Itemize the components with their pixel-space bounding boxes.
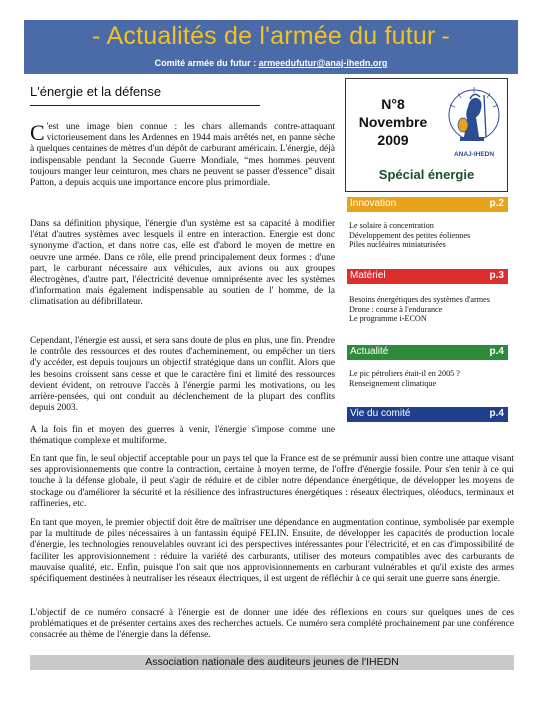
paragraph-fin: Cependant, l'énergie est aussi, et sera sans doute de plus en plus, une fin. Prendre le contrôle des ressources et des routes d'acheminement, ou empêcher un tiers d'y accéder, est depuis toujours un objectif stratégique dans un conflit. Alors que les besoins croissent sans cesse et que le caractère fini et limité des ressources devient évident, on retrouve l'accès à l'énergie parmi les motivations, ou les arrière-pensées, qui ont conduit au déclenchement de la plupart des conflits depuis 2003.: [30, 336, 335, 414]
article-title: L'énergie et la défense: [30, 84, 162, 99]
list-item: Développement des petites éoliennes: [349, 230, 471, 240]
paragraph-moyen-objective: En tant que moyen, le premier objectif doit être de maîtriser une dépendance en augmentation continue, symbolisée par exemple par la multitude de piles nécessaires à un fantassin équipé FELIN. Ensuite, de développer les capacités de production locale d'énergie, les technologies renouvelables ouvrant ici des perspectives intéressantes pour l'électricité, et en cas d'impossibilité de faciliter les approvisionnement : réduire la variété des carburants, utiliser des moteurs compatibles avec des carburants de mauvaise qualité, etc. Enfin, puisque l'on sait que nos approvisionnements en carburant vulnérables et qu'il existe des armes spécifiquement destinées à neutraliser les réseaux électriques, il est urgent de réfléchir à ce qui serait une guerre sans énergie.: [30, 518, 514, 585]
committee-email-link[interactable]: armeedufutur@anaj-ihedn.org: [258, 58, 388, 68]
paragraph-fin-objective: En tant que fin, le seul objectif acceptable pour un pays tel que la France est de se prémunir aussi bien contre une attaque visant ses approvisionnements que contre la contraction, certaine à moyen terme, de l'offre d'énergie fossile. Pour s'en tenir à ce qui touche à la défense globale, il peut s'agir de réduire et de cibler notre dépendance énergétique, de développer les moyens de stockage ou d'améliorer la sécurité et la résilience des infrastructures énergétiques : réseaux électriques, oléoducs, terminaux et raffineries, etc.: [30, 454, 514, 509]
logo-label: ANAJ-IHEDN: [453, 151, 495, 158]
list-item: Le pic pétroliers était-il en 2005 ?: [349, 369, 460, 378]
toc-innovation-list: [349, 221, 511, 250]
toc-vie-du-comite[interactable]: [347, 407, 508, 422]
footer-banner: Association nationale des auditeurs jeunes de l'IHEDN: [30, 655, 514, 670]
issue-box: [345, 78, 508, 192]
list-item: Drone : course à l'endurance: [349, 304, 443, 314]
dropcap: C: [30, 120, 45, 145]
toc-materiel-page: p.3: [489, 270, 504, 281]
issue-info: [350, 95, 436, 149]
list-item: Renseignement climatique: [349, 378, 437, 388]
athena-logo-icon: [446, 85, 502, 149]
toc-materiel-label: Matériel: [350, 270, 386, 281]
toc-materiel[interactable]: [347, 269, 508, 284]
toc-innovation-label: Innovation: [350, 198, 397, 209]
masthead-title-text: Actualités de l'armée du futur: [106, 22, 436, 50]
issue-number: N°8: [381, 96, 405, 112]
committee-label: Comité armée du futur :: [154, 58, 257, 68]
paragraph-intro: [30, 122, 335, 189]
paragraph-intro-text: 'est une image bien connue : les chars allemands contre-attaquant victorieusement dans les Ardennes en 1944 mais arrêtés net, en panne sèche à quelques centaines de mètres d'un dépôt de carburant américain. L'énergie, déjà indispensable pendant la Seconde Guerre Mondiale, “mes hommes peuvent toujours manger leur ceinturon, mes chars ne peuvent se passer d'essence” disait Patton, a depuis acquis une importance encore plus primordiale.: [30, 122, 335, 189]
toc-vie-du-comite-label: Vie du comité: [350, 408, 411, 419]
list-item: Piles nucléaires miniaturisées: [349, 240, 446, 250]
paragraph-conclusion: L'objectif de ce numéro consacré à l'énergie est de donner une idée des réflexions en cours sur quelques unes de ces problématiques et de présenter certains axes des recherches actuels. Ce numéro sera complété prochainement par une conférence consacrée au thème de l'énergie dans la défense.: [30, 608, 514, 641]
toc-actualite-list: [349, 369, 511, 388]
list-item: Le programme i-ECON: [349, 314, 427, 324]
toc-vie-du-comite-page: p.4: [489, 408, 504, 419]
paragraph-definition: Dans sa définition physique, l'énergie d'un système est sa capacité à modifier l'état d'autres systèmes avec lesquels il entre en interaction. Energie est donc synonyme d'action, et dans notre cas, elle est d'abord le moyen de mettre en oeuvre une armée. Dans ce rôle, elle prend principalement deux formes : d'une part, le carburant nécessaire aux véhicules, aux avions ou aux groupes électrogènes, d'autre part, l'électricité devenue omniprésente avec les systèmes d'information mais également indispensable au soutien de l' homme, de la climatisation au défibrillateur.: [30, 219, 335, 308]
toc-actualite-page: p.4: [489, 346, 504, 357]
title-underline: [30, 105, 260, 106]
list-item: Besoins énergétiques des systèmes d'armes: [349, 295, 490, 304]
toc-materiel-list: [349, 295, 511, 324]
toc-actualite-label: Actualité: [350, 346, 389, 357]
masthead: [24, 20, 518, 74]
toc-innovation-page: p.2: [489, 198, 504, 209]
special-issue-title: Spécial énergie: [378, 167, 475, 182]
list-item: Le solaire à concentration: [349, 221, 434, 230]
paragraph-summary: A la fois fin et moyen des guerres à venir, l'énergie s'impose comme une thématique complexe et multiforme.: [30, 425, 335, 447]
toc-innovation[interactable]: [347, 197, 508, 212]
masthead-title: - Actualités de l'armée du futur -: [91, 22, 451, 50]
toc-actualite[interactable]: [347, 345, 508, 360]
masthead-subtitle: [24, 58, 518, 68]
issue-year: 2009: [377, 132, 409, 148]
issue-month: Novembre: [358, 114, 428, 130]
